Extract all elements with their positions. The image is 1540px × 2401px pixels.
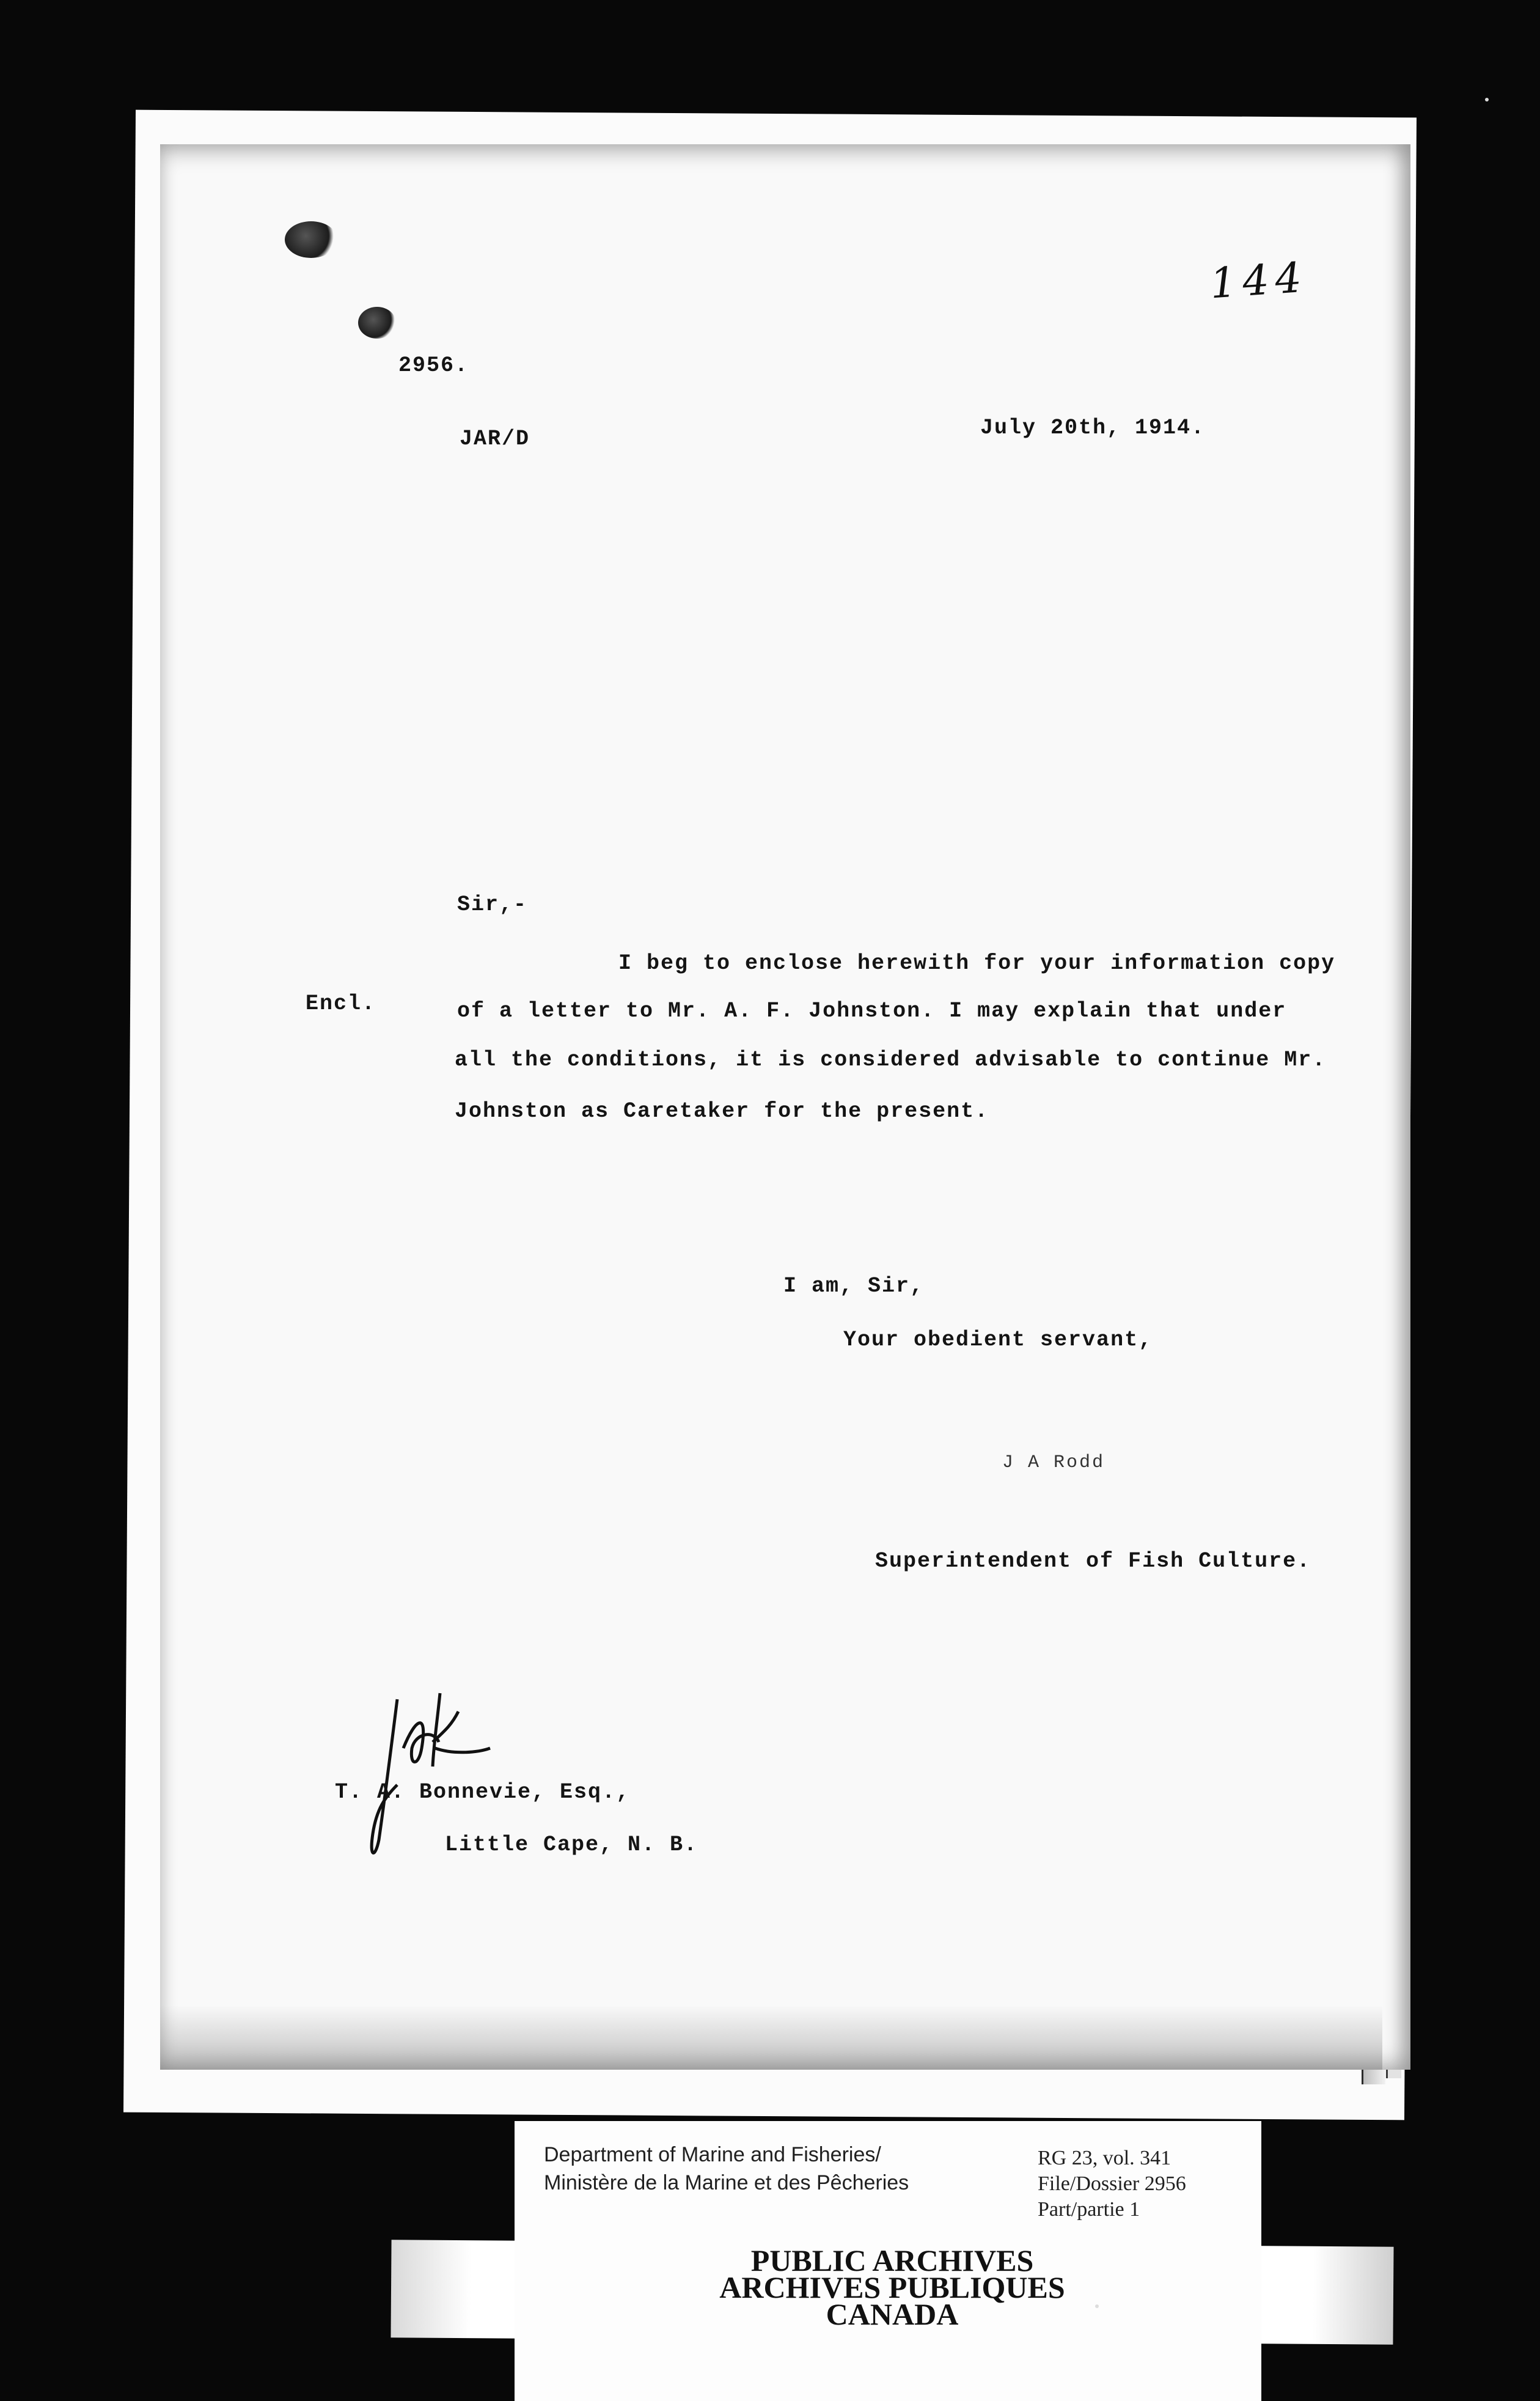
bottom-smudge [160,2005,1382,2070]
department-line: Department of Marine and Fisheries/ [544,2143,881,2166]
body-line: of a letter to Mr. A. F. Johnston. I may explain that under [457,999,1287,1023]
punch-hole-bottom [358,307,396,339]
addressee-line: T. A. Bonnevie, Esq., [335,1780,631,1804]
archive-reference [1038,2145,1186,2223]
archive-department [544,2141,909,2197]
archives-stamp [648,2243,1137,2331]
archives-line: ARCHIVES PUBLIQUES [719,2270,1065,2304]
handwritten-page-number: 144 [1208,253,1310,309]
body-line: Johnston as Caretaker for the present. [455,1099,989,1123]
signatory-title: Superintendent of Fish Culture. [875,1549,1311,1573]
reference-line: File/Dossier 2956 [1038,2172,1186,2195]
reference-initials: JAR/D [460,427,530,451]
reference-line: RG 23, vol. 341 [1038,2147,1172,2169]
addressee-line: Little Cape, N. B. [445,1833,698,1857]
archives-line: CANADA [826,2297,959,2331]
archives-line: PUBLIC ARCHIVES [750,2243,1034,2278]
department-line: Ministère de la Marine et des Pêcheries [544,2171,909,2194]
body-line: I beg to enclose herewith for your information copy [618,951,1336,976]
closing-line: I am, Sir, [783,1274,925,1298]
typed-signature: J A Rodd [1002,1452,1106,1473]
file-number: 2956. [398,353,469,378]
dust-speck [1095,2304,1099,2308]
closing-line: Your obedient servant, [843,1328,1153,1352]
dust-speck [1485,98,1489,101]
letter-date: July 20th, 1914. [980,416,1206,440]
reference-line: Part/partie 1 [1038,2198,1140,2221]
enclosure-note: Encl. [306,991,376,1016]
salutation: Sir,- [457,892,528,917]
body-line: all the conditions, it is considered advisable to continue Mr. [455,1048,1327,1072]
punch-hole-top [285,221,337,258]
